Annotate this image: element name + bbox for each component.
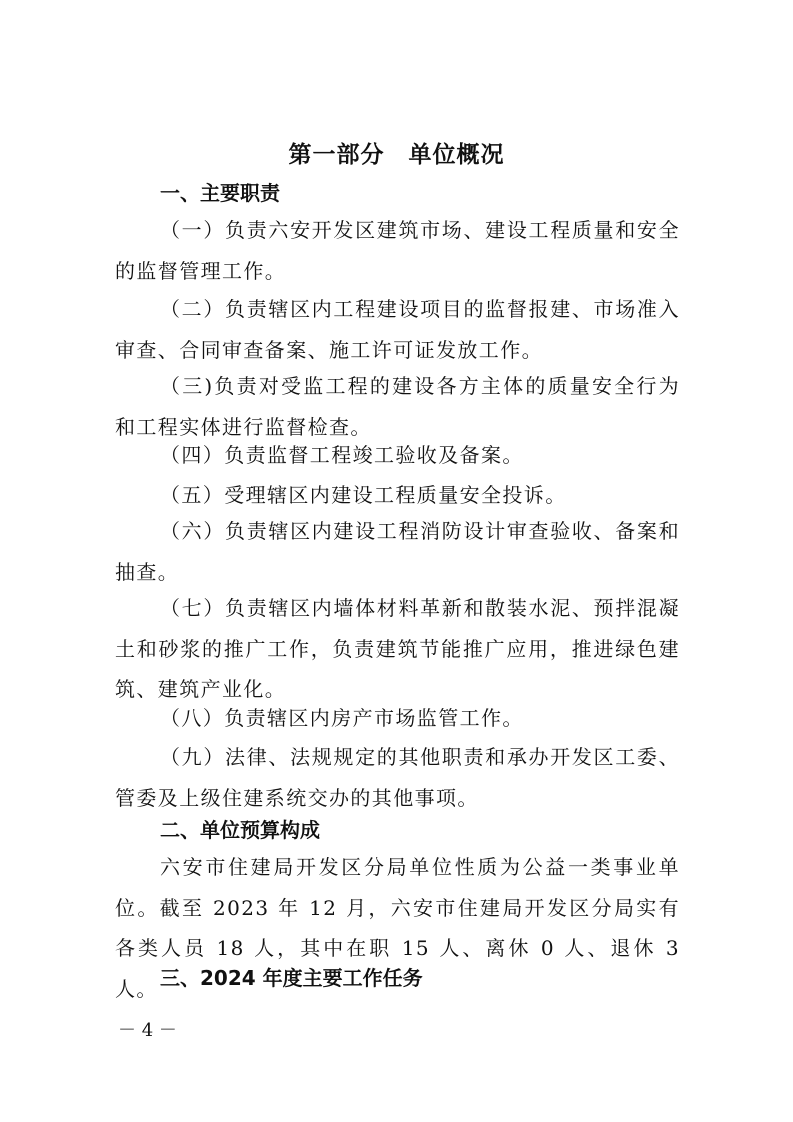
duty-item-7: （七）负责辖区内墙体材料革新和散装水泥、预拌混凝土和砂浆的推广工作，负责建筑节能推广应用，推进绿色建筑、建筑产业化。: [115, 596, 680, 701]
section-heading-budget: 二、单位预算构成: [160, 818, 320, 842]
duty-item-5: （五）受理辖区内建设工程质量安全投诉。: [160, 483, 567, 507]
duty-item-2: （二）负责辖区内工程建设项目的监督报建、市场准入审查、合同审查备案、施工许可证发放工作。: [115, 297, 680, 362]
section-heading-tasks: 三、2024 年度主要工作任务: [160, 966, 423, 990]
duty-item-3: （三)负责对受监工程的建设各方主体的质量安全行为和工程实体进行监督检查。: [115, 374, 680, 439]
duty-item-4: （四）负责监督工程竣工验收及备案。: [160, 443, 524, 467]
duty-item-6: （六）负责辖区内建设工程消防设计审查验收、备案和抽查。: [115, 519, 680, 584]
page-number: － 4 －: [118, 1020, 177, 1041]
duty-item-1: （一）负责六安开发区建筑市场、建设工程质量和安全的监督管理工作。: [115, 218, 680, 283]
budget-composition-text: 六安市住建局开发区分局单位性质为公益一类事业单位。截至 2023 年 12 月，六安市住建局开发区分局实有各类人员 18 人，其中在职 15 人、离休 0 人、退休 3 人。: [115, 855, 680, 1001]
page-title: 第一部分 单位概况: [288, 142, 505, 168]
duty-item-9: （九）法律、法规规定的其他职责和承办开发区工委、管委及上级住建系统交办的其他事项。: [115, 745, 680, 810]
duty-item-8: （八）负责辖区内房产市场监管工作。: [160, 706, 524, 730]
section-heading-duties: 一、主要职责: [160, 181, 280, 205]
